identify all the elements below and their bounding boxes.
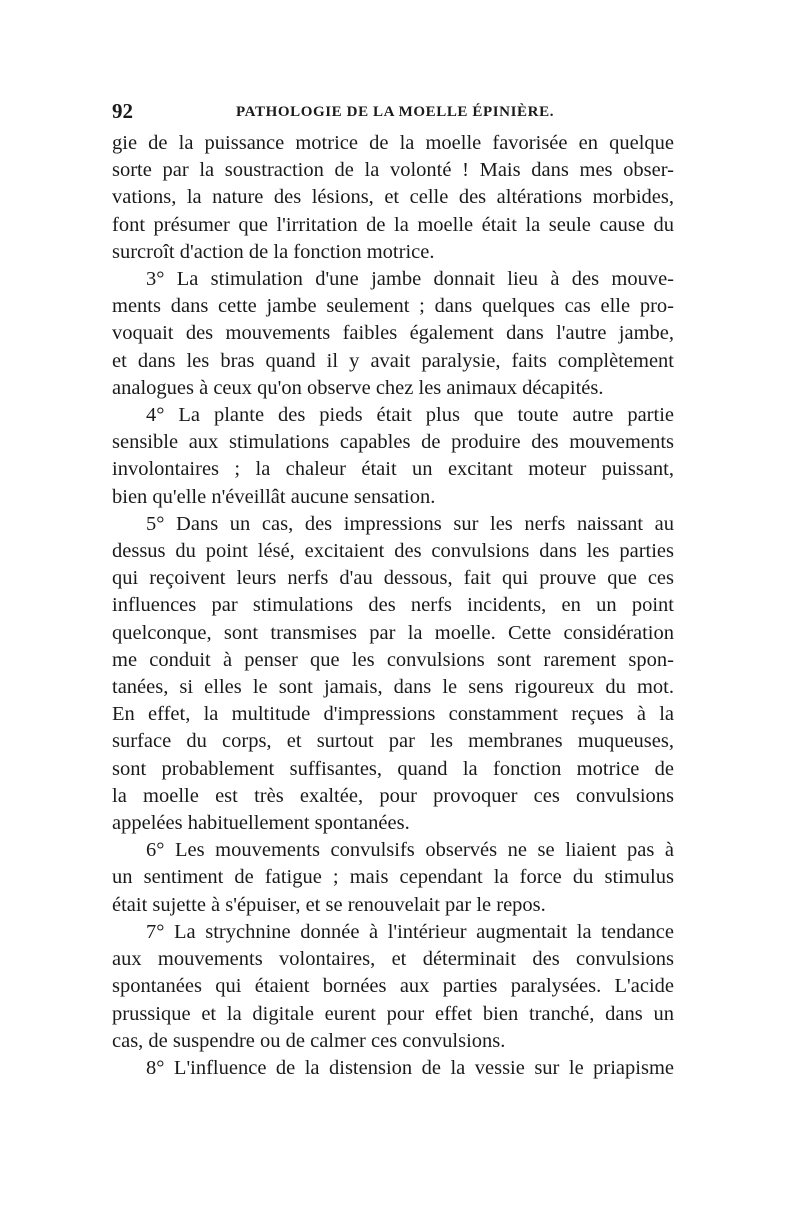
text-line: analogues à ceux qu'on observe chez les animaux décapités. [112,376,604,399]
text-line: En effet, la multitude d'impressions constamment reçues à la [112,703,674,726]
body-text [112,130,674,1082]
text-line: 5° Dans un cas, des impressions sur les nerfs naissant au [146,512,674,535]
text-line: font présumer que l'irritation de la moelle était la seule cause du [112,213,674,236]
text-line: surface du corps, et surtout par les membranes muqueuses, [112,730,674,753]
text-line: sorte par la soustraction de la volonté ! Mais dans mes obser- [112,159,674,182]
text-line: la moelle est très exaltée, pour provoquer ces convulsions [112,784,674,807]
page-number: 92 [112,99,133,123]
paragraph [112,837,674,919]
text-line: quelconque, sont transmises par la moelle. Cette considération [112,621,674,644]
text-line: 6° Les mouvements convulsifs observés ne se liaient pas à [146,839,674,862]
text-line: un sentiment de fatigue ; mais cependant la force du stimulus [112,866,674,889]
text-line: surcroît d'action de la fonction motrice. [112,240,435,263]
text-line: involontaires ; la chaleur était un excitant moteur puissant, [112,458,674,481]
running-title: PATHOLOGIE DE LA MOELLE ÉPINIÈRE. [236,104,555,120]
text-line: appelées habituellement spontanées. [112,812,410,835]
paragraph [112,130,674,266]
text-line: cas, de suspendre ou de calmer ces convulsions. [112,1029,506,1052]
text-line: ments dans cette jambe seulement ; dans quelques cas elle pro- [112,295,674,318]
text-line: 3° La stimulation d'une jambe donnait lieu à des mouve- [146,268,674,291]
paragraph [112,402,674,511]
paragraph [112,1055,674,1082]
paragraph [112,511,674,837]
paragraph [112,266,674,402]
text-line: me conduit à penser que les convulsions sont rarement spon- [112,648,674,671]
text-line: bien qu'elle n'éveillât aucune sensation. [112,485,436,508]
text-line: voquait des mouvements faibles également dans l'autre jambe, [112,322,674,345]
text-line: prussique et la digitale eurent pour effet bien tranché, dans un [112,1002,674,1025]
book-page [112,98,674,1082]
text-line: 7° La strychnine donnée à l'intérieur augmentait la tendance [146,920,674,943]
text-line: 8° L'influence de la distension de la vessie sur le priapisme [146,1056,674,1079]
text-line: tanées, si elles le sont jamais, dans le sens rigoureux du mot. [112,676,674,699]
paragraph [112,919,674,1055]
text-line: aux mouvements volontaires, et déterminait des convulsions [112,948,674,971]
text-line: vations, la nature des lésions, et celle des altérations morbides, [112,186,674,209]
text-line: spontanées qui étaient bornées aux parties paralysées. L'acide [112,975,674,998]
text-line: sont probablement suffisantes, quand la fonction motrice de [112,757,674,780]
text-line: était sujette à s'épuiser, et se renouvelait par le repos. [112,893,546,916]
text-line: influences par stimulations des nerfs incidents, en un point [112,594,674,617]
text-line: 4° La plante des pieds était plus que toute autre partie [146,404,674,427]
text-line: qui reçoivent leurs nerfs d'au dessous, fait qui prouve que ces [112,567,674,590]
text-line: gie de la puissance motrice de la moelle favorisée en quelque [112,132,674,154]
page-header [112,98,674,130]
text-line: dessus du point lésé, excitaient des convulsions dans les parties [112,540,674,563]
text-line: sensible aux stimulations capables de produire des mouvements [112,431,674,454]
text-line: et dans les bras quand il y avait paralysie, faits complètement [112,349,674,372]
